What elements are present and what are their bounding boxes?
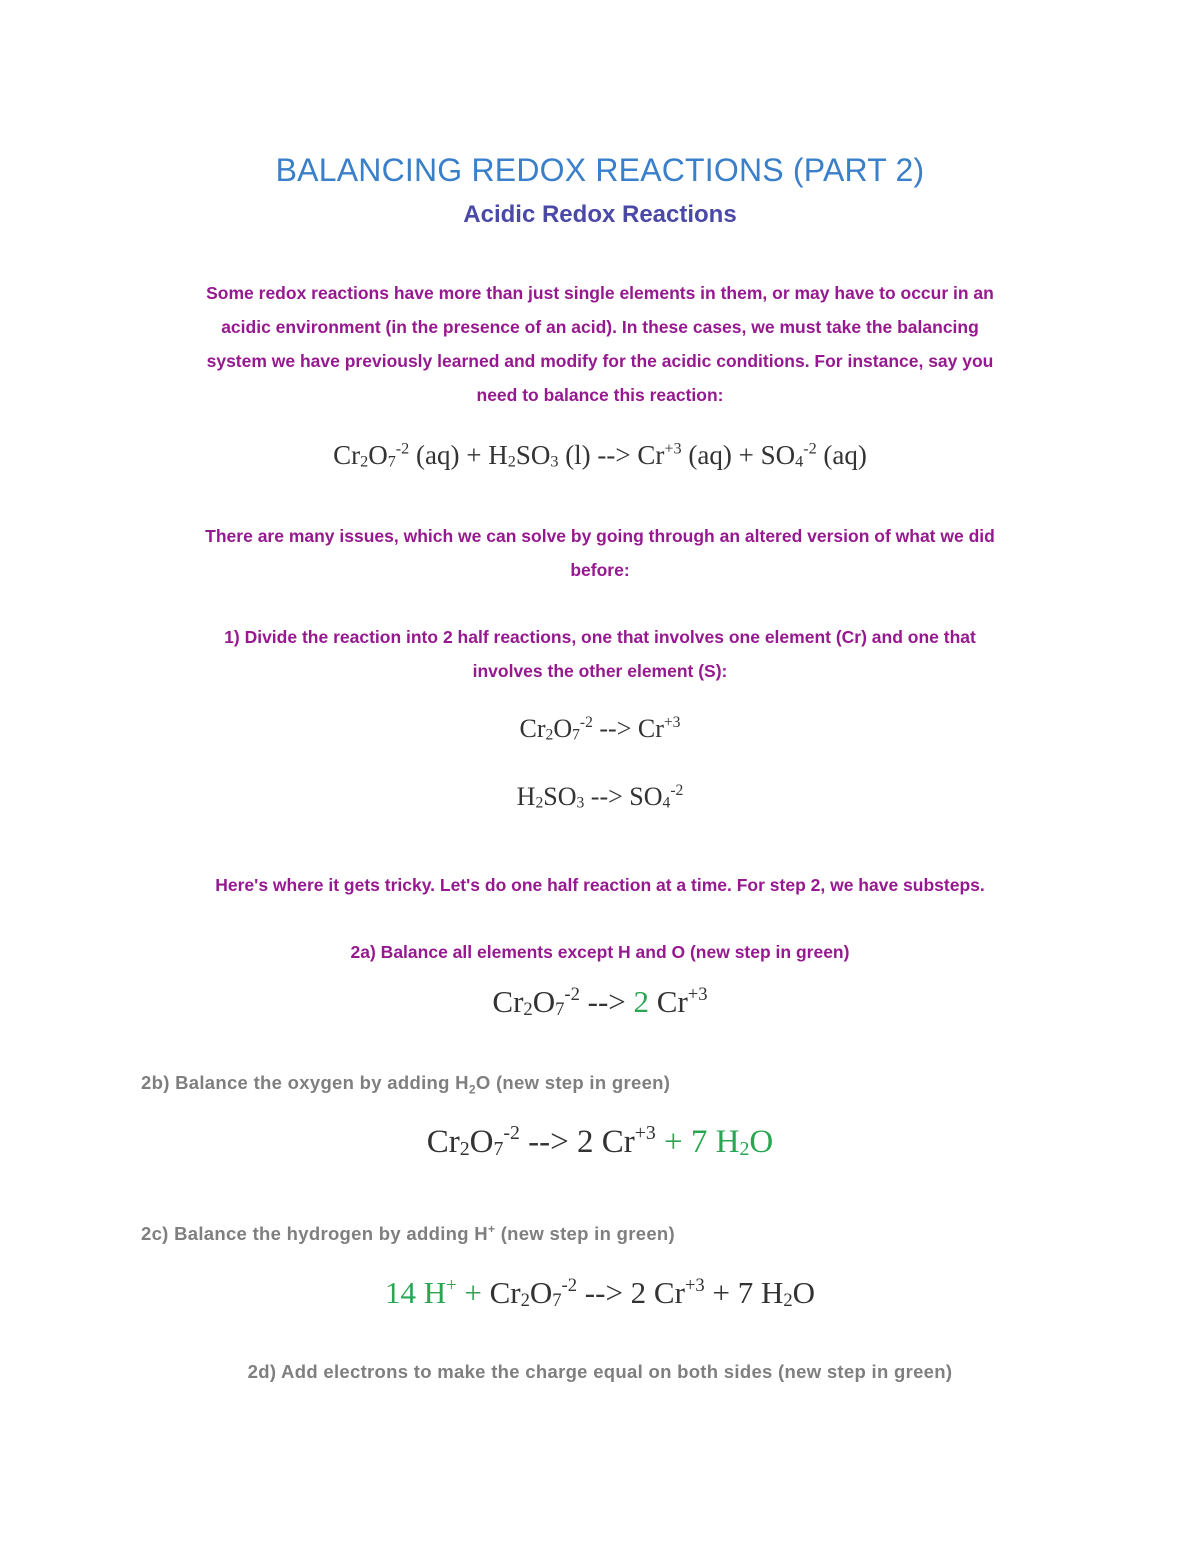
step1-line-2: involves the other element (S): (472, 661, 728, 681)
tricky-note: Here's where it gets tricky. Let's do one half reaction at a time. For step 2, we have substeps. (215, 875, 985, 895)
step-2b-equation: $Cr_2O_7^{-2}$ --> 2 $Cr^{+3} + 7$ $H_2O$ (426, 1122, 774, 1160)
issues-line-2: before: (570, 560, 630, 580)
intro-line-1: Some redox reactions have more than just single elements in them, or may have to occur in an (206, 283, 994, 303)
step-2c-label: 2c) Balance the hydrogen by adding H+ (new step in green) (141, 1221, 675, 1244)
step-2a-label: 2a) Balance all elements except H and O (new step in green) (350, 942, 850, 962)
main-equation: $Cr_2O_7^{-2}$ $(aq) + H_2SO_3$ (l) --> $Cr^{+3}$ $(aq) + SO_4^{-2}$ (aq) (333, 439, 867, 471)
step-2b-label: 2b) Balance the oxygen by adding $H_2O$ (new step in green) (141, 1072, 671, 1097)
half-reaction-sulfur: $H_2SO_3$ --> $SO_4^{-2}$ (516, 781, 684, 812)
half-reaction-chromium: $Cr_2O_7^{-2}$ --> $Cr^{+3}$ (519, 713, 681, 744)
step-2c-equation: 14 $H^+ + Cr_2O_7^{-2}$ --> 2 $Cr^{+3} + 7$ $H_2O$ (384, 1274, 816, 1311)
intro-line-4: need to balance this reaction: (476, 385, 724, 405)
page-subtitle: Acidic Redox Reactions (463, 201, 737, 228)
added-hydrogen: 14 H+ + (384, 1274, 490, 1310)
step1-line-1: 1) Divide the reaction into 2 half reactions, one that involves one element (Cr) and one that (224, 627, 976, 647)
step-2d-label: 2d) Add electrons to make the charge equal on both sides (new step in green) (247, 1361, 953, 1382)
added-water: + 7 $H_2O$ (655, 1124, 774, 1160)
page-title: BALANCING REDOX REACTIONS (PART 2) (275, 152, 925, 188)
intro-line-3: system we have previously learned and modify for the acidic conditions. For instance, say you (206, 351, 994, 371)
intro-line-2: acidic environment (in the presence of an acid). In these cases, we must take the balancing (221, 317, 979, 337)
step-2a-equation: $Cr_2O_7^{-2}$ --> 2 $Cr^{+3}$ (492, 983, 708, 1020)
issues-line-1: There are many issues, which we can solve by going through an altered version of what we did (205, 526, 995, 546)
